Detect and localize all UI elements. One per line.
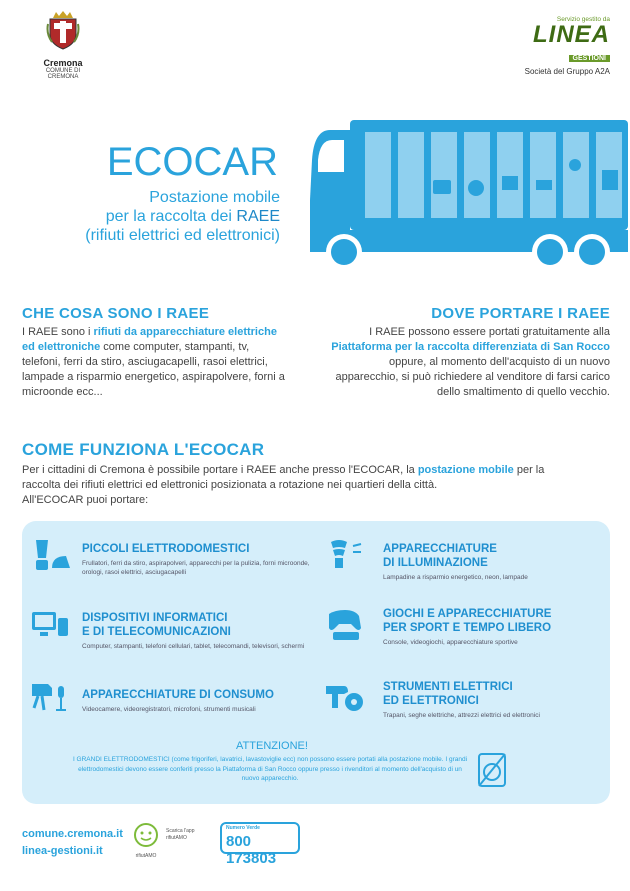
- brand-group: Società del Gruppo A2A: [524, 67, 610, 76]
- attention-text: I GRANDI ELETTRODOMESTICI (come frigoriferi, lavatrici, lavastoviglie ecc) non possono essere portati alla postazione mobile. I grandi elettrodomestici devono essere conferiti presso la Piattaforma di San Rocco oppure presso i rivenditori al momento dell'acquisto di un nuovo apparecchio.: [72, 756, 468, 782]
- category-title: GIOCHI E APPARECCHIATURE PER SPORT E TEMPO LIBERO: [383, 608, 552, 634]
- category-desc: Console, videogiochi, apparecchiature sportive: [383, 639, 518, 646]
- category-desc: Frullatori, ferri da stiro, aspirapolveri, apparecchi per la pulizia, forni microonde, orologi, rasoi elettrici, asciugacapelli: [82, 560, 310, 576]
- category-small-appliances: [82, 542, 312, 577]
- drill-saw-icon: [324, 680, 364, 714]
- footer-links: [22, 826, 123, 860]
- category-title: PICCOLI ELETTRODOMESTICI: [82, 543, 250, 555]
- app-logo[interactable]: [132, 822, 160, 859]
- camera-mic-icon: [30, 680, 70, 714]
- subtitle-line2: [30, 207, 280, 226]
- computer-icon: [30, 608, 70, 642]
- category-desc: Computer, stampanti, telefoni cellulari, tablet, telecomandi, televisori, schermi: [82, 643, 305, 650]
- app-name: rifiutAMO: [135, 853, 157, 859]
- ecocar-truck-icon: [310, 110, 630, 280]
- how-text-1: Per i cittadini di Cremona è possibile portare i RAEE anche presso l'ECOCAR, la: [22, 464, 418, 476]
- category-games-sport: [383, 607, 608, 647]
- what-text-2: come computer, stampanti, tv, telefoni, ferri da stiro, asciugacapelli, rasoi elettrici, lampade a risparmio energetico, aspirapolvere, forni a microonde ecc...: [22, 341, 285, 398]
- linea-logo: [500, 16, 610, 76]
- category-title: DISPOSITIVI INFORMATICI E DI TELECOMUNICAZIONI: [82, 612, 231, 638]
- category-desc: Trapani, seghe elettriche, attrezzi elettrici ed elettronici: [383, 712, 540, 719]
- what-heading: CHE COSA SONO I RAEE: [22, 305, 210, 322]
- toll-free-number[interactable]: [220, 822, 300, 867]
- category-it-devices: [82, 611, 312, 651]
- subtitle-line2a: per la raccolta dei: [105, 208, 237, 225]
- category-consumer: [82, 688, 322, 714]
- where-text-1: I RAEE possono essere portati gratuitamente alla: [369, 326, 610, 338]
- category-title: APPARECCHIATURE DI CONSUMO: [82, 689, 274, 701]
- category-title: STRUMENTI ELETTRICI ED ELETTRONICI: [383, 681, 513, 707]
- brand-sub: GESTIONI: [569, 55, 610, 62]
- phone-number: 800 173803: [226, 833, 277, 867]
- blender-iron-icon: [32, 538, 72, 572]
- page-title: ECOCAR: [106, 140, 278, 184]
- city-subtitle: COMUNE DI CREMONA: [45, 68, 81, 80]
- app-text: Scarica l'app rifiutAMO: [166, 828, 195, 841]
- gamepad-icon: [325, 608, 365, 642]
- attention-title: ATTENZIONE!: [236, 740, 308, 752]
- service-text: Servizio gestito da: [556, 16, 610, 23]
- subtitle-line1: Postazione mobile: [149, 189, 280, 206]
- lightbulb-icon: [325, 538, 365, 572]
- page-subtitle: [30, 188, 280, 245]
- what-text-1: I RAEE sono i: [22, 326, 94, 338]
- category-title: APPARECCHIATURE DI ILLUMINAZIONE: [383, 543, 497, 569]
- category-desc: Videocamere, videoregistratori, microfoni, strumenti musicali: [82, 706, 256, 713]
- phone-label: Numero Verde: [226, 825, 260, 831]
- link-comune[interactable]: comune.cremona.it: [22, 828, 123, 840]
- how-text-3: All'ECOCAR puoi portare:: [22, 494, 149, 506]
- how-heading: COME FUNZIONA L'ECOCAR: [22, 440, 265, 459]
- city-name: Cremona: [43, 58, 83, 68]
- what-paragraph: [22, 325, 287, 400]
- how-paragraph: [22, 463, 582, 508]
- subtitle-line3: (rifiuti elettrici ed elettronici): [85, 227, 280, 244]
- brand-logo: LINEA: [533, 21, 610, 48]
- where-highlight: Piattaforma per la raccolta differenziata di San Rocco: [331, 341, 610, 353]
- how-highlight: postazione mobile: [417, 464, 514, 476]
- coat-of-arms-icon: [46, 10, 80, 50]
- no-washing-machine-icon: [475, 752, 511, 788]
- category-desc: Lampadine a risparmio energetico, neon, lampade: [383, 574, 528, 581]
- category-tools: [383, 680, 608, 720]
- link-linea[interactable]: linea-gestioni.it: [22, 845, 103, 857]
- what-highlight: rifiuti da apparecchiature elettriche ed elettroniche: [22, 326, 277, 353]
- subtitle-raee: RAEE: [236, 208, 280, 225]
- smiley-icon: [133, 822, 159, 848]
- where-paragraph: [330, 325, 610, 400]
- where-heading: DOVE PORTARE I RAEE: [431, 305, 610, 322]
- cremona-crest: [38, 10, 88, 80]
- how-text-2: per la raccolta dei rifiuti elettrici ed elettronici posizionata a rotazione nei quartieri della città.: [22, 464, 545, 491]
- category-lighting: [383, 542, 603, 582]
- where-text-2: oppure, al momento dell'acquisto di un nuovo apparecchio, si può richiedere al venditore di farsi carico dello smaltimento di quello vecchio.: [335, 356, 610, 398]
